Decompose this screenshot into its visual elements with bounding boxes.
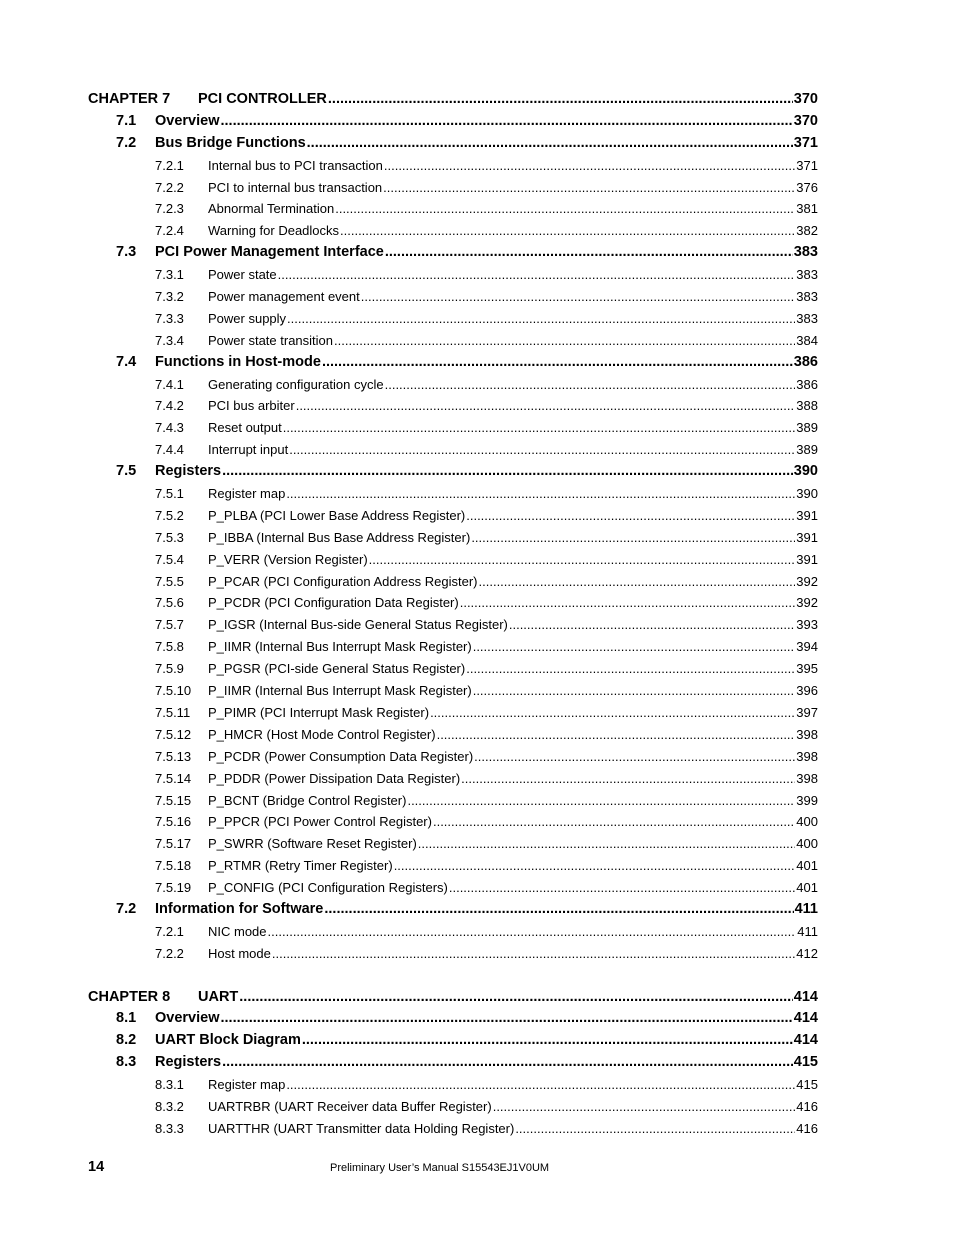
entry-page-number: 398	[796, 726, 818, 742]
entry-page-number: 414	[793, 1032, 818, 1049]
toc-subsection-entry[interactable]	[88, 680, 818, 702]
toc-section-entry[interactable]	[88, 1008, 818, 1030]
dot-leader	[384, 155, 795, 177]
dot-leader	[221, 111, 793, 133]
toc-section-entry[interactable]	[88, 111, 818, 133]
entry-page-number: 394	[796, 639, 818, 655]
dot-leader	[433, 811, 795, 833]
entry-title: PCI to internal bus transaction	[208, 179, 383, 195]
dot-leader	[383, 177, 795, 199]
entry-title: P_PIMR (PCI Interrupt Mask Register)	[208, 704, 430, 720]
entry-number: 8.3.2	[155, 1098, 184, 1114]
entry-number: 7.4.4	[155, 442, 184, 458]
entry-page-number: 384	[796, 332, 818, 348]
entry-title: Functions in Host-mode	[155, 353, 321, 370]
entry-page-number: 415	[796, 1077, 818, 1093]
entry-page-number: 383	[796, 310, 818, 326]
entry-page-number: 386	[793, 353, 818, 370]
toc-subsection-entry[interactable]	[88, 724, 818, 746]
toc-subsection-entry[interactable]	[88, 658, 818, 680]
entry-page-number: 401	[796, 858, 818, 874]
dot-leader	[493, 1096, 796, 1118]
entry-title: P_PPCR (PCI Power Control Register)	[208, 814, 432, 830]
entry-title: Overview	[155, 112, 220, 129]
entry-title: Warning for Deadlocks	[208, 223, 340, 239]
entry-number: 7.1	[116, 112, 137, 129]
entry-page-number: 415	[793, 1054, 818, 1071]
entry-number: 8.2	[116, 1032, 137, 1049]
entry-number: 7.5.5	[155, 573, 184, 589]
entry-number: 7.2.1	[155, 157, 184, 173]
dot-leader	[466, 505, 795, 527]
entry-title: Power state transition	[208, 332, 334, 348]
entry-number: 7.5.8	[155, 639, 184, 655]
entry-page-number: 370	[793, 91, 818, 107]
toc-section-entry[interactable]	[88, 242, 818, 264]
page-number: 14	[88, 1159, 105, 1175]
entry-page-number: 383	[796, 289, 818, 305]
entry-number: 7.4	[116, 353, 137, 370]
dot-leader	[239, 987, 793, 1009]
toc-subsection-entry[interactable]	[88, 155, 818, 177]
entry-page-number: 396	[796, 683, 818, 699]
entry-page-number: 414	[793, 1010, 818, 1027]
entry-number: 7.2	[116, 134, 137, 151]
toc-subsection-entry[interactable]	[88, 198, 818, 220]
toc-chapter-entry[interactable]	[88, 987, 818, 1009]
toc-chapter-entry[interactable]	[88, 89, 818, 111]
entry-page-number: 389	[796, 442, 818, 458]
entry-number: 7.5.6	[155, 595, 184, 611]
entry-title: P_IBBA (Internal Bus Base Address Register)	[208, 529, 471, 545]
entry-page-number: 414	[793, 988, 818, 1005]
toc-subsection-entry[interactable]	[88, 790, 818, 812]
entry-page-number: 400	[796, 814, 818, 830]
dot-leader	[361, 286, 796, 308]
entry-title: PCI Power Management Interface	[155, 244, 384, 261]
dot-leader	[461, 768, 795, 790]
dot-leader	[394, 855, 796, 877]
chapter-spacer	[88, 965, 818, 987]
entry-title: Host mode	[208, 945, 271, 961]
toc-subsection-entry[interactable]	[88, 549, 818, 571]
table-of-contents	[88, 89, 818, 1140]
toc-subsection-entry[interactable]	[88, 571, 818, 593]
dot-leader	[407, 790, 795, 812]
entry-number: 7.5.14	[155, 770, 192, 786]
entry-title: P_SWRR (Software Reset Register)	[208, 836, 417, 852]
entry-page-number: 397	[796, 704, 818, 720]
toc-subsection-entry[interactable]	[88, 943, 818, 965]
dot-leader	[515, 1118, 795, 1140]
entry-title: Bus Bridge Functions	[155, 134, 306, 151]
dot-leader	[286, 483, 795, 505]
dot-leader	[272, 943, 795, 965]
toc-subsection-entry[interactable]	[88, 220, 818, 242]
entry-page-number: 388	[796, 398, 818, 414]
dot-leader	[369, 549, 796, 571]
toc-subsection-entry[interactable]	[88, 746, 818, 768]
entry-number: 7.3.1	[155, 267, 184, 283]
dot-leader	[437, 724, 796, 746]
dot-leader	[268, 921, 797, 943]
entry-title: P_PCDR (Power Consumption Data Register)	[208, 748, 474, 764]
entry-page-number: 391	[796, 551, 818, 567]
dot-leader	[385, 374, 796, 396]
toc-subsection-entry[interactable]	[88, 614, 818, 636]
dot-leader	[278, 264, 796, 286]
dot-leader	[471, 527, 795, 549]
toc-subsection-entry[interactable]	[88, 1096, 818, 1118]
toc-subsection-entry[interactable]	[88, 921, 818, 943]
entry-title: Registers	[155, 1054, 222, 1071]
dot-leader	[283, 417, 796, 439]
entry-title: Abnormal Termination	[208, 201, 335, 217]
entry-page-number: 412	[796, 945, 818, 961]
dot-leader	[479, 571, 796, 593]
entry-page-number: 386	[796, 376, 818, 392]
entry-title: Reset output	[208, 420, 282, 436]
toc-section-entry[interactable]	[88, 1030, 818, 1052]
entry-page-number: 383	[793, 244, 818, 261]
dot-leader	[222, 461, 793, 483]
entry-page-number: 400	[796, 836, 818, 852]
entry-page-number: 393	[796, 617, 818, 633]
entry-page-number: 383	[796, 267, 818, 283]
entry-page-number: 390	[796, 486, 818, 502]
entry-title: P_HMCR (Host Mode Control Register)	[208, 726, 436, 742]
entry-title: Registers	[155, 463, 222, 480]
entry-title: P_IIMR (Internal Bus Interrupt Mask Register)	[208, 683, 472, 699]
entry-number: 7.5.11	[155, 704, 191, 720]
dot-leader	[221, 1008, 793, 1030]
entry-title: UART Block Diagram	[155, 1032, 301, 1049]
toc-subsection-entry[interactable]	[88, 308, 818, 330]
dot-leader	[324, 899, 793, 921]
entry-page-number: 411	[794, 900, 818, 917]
entry-number: 8.1	[116, 1010, 137, 1027]
toc-section-entry[interactable]	[88, 352, 818, 374]
dot-leader	[296, 395, 796, 417]
entry-number: 7.5	[116, 463, 137, 480]
entry-page-number: 371	[796, 157, 818, 173]
entry-page-number: 381	[796, 201, 818, 217]
entry-page-number: 399	[796, 792, 818, 808]
toc-subsection-entry[interactable]	[88, 177, 818, 199]
dot-leader	[335, 198, 795, 220]
dot-leader	[466, 658, 795, 680]
entry-page-number: 416	[796, 1098, 818, 1114]
dot-leader	[328, 89, 793, 111]
entry-number: 8.3	[116, 1054, 137, 1071]
dot-leader	[286, 1074, 795, 1096]
footer-document-title: Preliminary User’s Manual S15543EJ1V0UM	[330, 1162, 550, 1174]
dot-leader	[385, 242, 793, 264]
entry-title: Overview	[155, 1010, 220, 1027]
entry-title: P_RTMR (Retry Timer Register)	[208, 858, 393, 874]
toc-section-entry[interactable]	[88, 899, 818, 921]
entry-page-number: 391	[796, 529, 818, 545]
entry-number: 7.5.15	[155, 792, 192, 808]
entry-number: 7.3.2	[155, 289, 184, 305]
entry-number: 7.4.3	[155, 420, 184, 436]
entry-number: 7.5.16	[155, 814, 192, 830]
toc-subsection-entry[interactable]	[88, 505, 818, 527]
entry-page-number: 392	[796, 573, 818, 589]
entry-number: 7.5.19	[155, 880, 192, 896]
entry-number: 7.5.13	[155, 748, 192, 764]
entry-number: 7.2.2	[155, 945, 184, 961]
entry-number: 7.3	[116, 244, 137, 261]
entry-number: 7.2	[116, 900, 137, 917]
entry-number: 7.5.18	[155, 858, 192, 874]
entry-page-number: 391	[796, 507, 818, 523]
toc-subsection-entry[interactable]	[88, 1074, 818, 1096]
toc-subsection-entry[interactable]	[88, 483, 818, 505]
entry-number: 7.2.3	[155, 201, 184, 217]
entry-title: P_VERR (Version Register)	[208, 551, 368, 567]
entry-title: P_PGSR (PCI-side General Status Register)	[208, 661, 466, 677]
entry-title: P_PLBA (PCI Lower Base Address Register)	[208, 507, 466, 523]
dot-leader	[302, 1030, 793, 1052]
dot-leader	[509, 614, 795, 636]
entry-title: Information for Software	[155, 900, 324, 917]
entry-title: Register map	[208, 486, 286, 502]
entry-number: 7.4.1	[155, 376, 184, 392]
toc-subsection-entry[interactable]	[88, 286, 818, 308]
entry-number: 7.4.2	[155, 398, 184, 414]
entry-title: P_BCNT (Bridge Control Register)	[208, 792, 407, 808]
entry-title: Register map	[208, 1077, 286, 1093]
entry-number: 7.2.2	[155, 179, 184, 195]
toc-section-entry[interactable]	[88, 1052, 818, 1074]
dot-leader	[473, 636, 796, 658]
entry-number: 7.5.9	[155, 661, 184, 677]
toc-subsection-entry[interactable]	[88, 768, 818, 790]
entry-page-number: 398	[796, 748, 818, 764]
toc-section-entry[interactable]	[88, 461, 818, 483]
entry-title: Interrupt input	[208, 442, 289, 458]
entry-number: 7.5.12	[155, 726, 192, 742]
entry-title: Internal bus to PCI transaction	[208, 157, 383, 173]
dot-leader	[289, 439, 795, 461]
entry-title: UARTTHR (UART Transmitter data Holding Register)	[208, 1120, 515, 1136]
toc-subsection-entry[interactable]	[88, 439, 818, 461]
entry-number: 7.5.3	[155, 529, 184, 545]
toc-subsection-entry[interactable]	[88, 855, 818, 877]
toc-subsection-entry[interactable]	[88, 833, 818, 855]
entry-number: 7.3.4	[155, 332, 184, 348]
entry-title: PCI bus arbiter	[208, 398, 295, 414]
entry-number: CHAPTER 7	[88, 91, 171, 107]
entry-title: P_PCAR (PCI Configuration Address Register)	[208, 573, 478, 589]
dot-leader	[430, 702, 795, 724]
entry-page-number: 376	[796, 179, 818, 195]
entry-number: 7.3.3	[155, 310, 184, 326]
toc-subsection-entry[interactable]	[88, 811, 818, 833]
entry-title: Power supply	[208, 310, 287, 326]
dot-leader	[287, 308, 795, 330]
toc-subsection-entry[interactable]	[88, 877, 818, 899]
entry-number: 8.3.1	[155, 1077, 184, 1093]
dot-leader	[474, 746, 795, 768]
toc-subsection-entry[interactable]	[88, 527, 818, 549]
dot-leader	[322, 352, 793, 374]
toc-subsection-entry[interactable]	[88, 702, 818, 724]
toc-subsection-entry[interactable]	[88, 1118, 818, 1140]
entry-number: CHAPTER 8	[88, 988, 171, 1005]
dot-leader	[340, 220, 795, 242]
entry-title: Generating configuration cycle	[208, 376, 384, 392]
dot-leader	[449, 877, 795, 899]
entry-number: 7.2.4	[155, 223, 184, 239]
entry-page-number: 389	[796, 420, 818, 436]
entry-page-number: 371	[793, 134, 818, 151]
entry-number: 7.2.1	[155, 923, 184, 939]
entry-number: 8.3.3	[155, 1120, 184, 1136]
entry-page-number: 401	[796, 880, 818, 896]
entry-title: P_PCDR (PCI Configuration Data Register)	[208, 595, 459, 611]
entry-title: P_IIMR (Internal Bus Interrupt Mask Register)	[208, 639, 472, 655]
dot-leader	[473, 680, 796, 702]
entry-page-number: 392	[796, 595, 818, 611]
toc-subsection-entry[interactable]	[88, 374, 818, 396]
entry-title: NIC mode	[208, 923, 267, 939]
page-footer	[88, 1159, 818, 1179]
dot-leader	[334, 330, 795, 352]
toc-subsection-entry[interactable]	[88, 592, 818, 614]
dot-leader	[307, 133, 793, 155]
dot-leader	[460, 592, 796, 614]
dot-leader	[418, 833, 796, 855]
entry-page-number: 416	[796, 1120, 818, 1136]
entry-number: 7.5.1	[155, 486, 184, 502]
entry-page-number: 398	[796, 770, 818, 786]
entry-number: 7.5.7	[155, 617, 184, 633]
entry-title: UART	[198, 988, 239, 1005]
dot-leader	[222, 1052, 793, 1074]
toc-subsection-entry[interactable]	[88, 417, 818, 439]
entry-title: P_IGSR (Internal Bus-side General Status Register)	[208, 617, 508, 633]
entry-title: PCI CONTROLLER	[198, 91, 327, 107]
entry-title: P_CONFIG (PCI Configuration Registers)	[208, 880, 448, 896]
entry-number: 7.5.10	[155, 683, 192, 699]
toc-subsection-entry[interactable]	[88, 264, 818, 286]
entry-title: Power management event	[208, 289, 360, 305]
entry-title: Power state	[208, 267, 277, 283]
entry-page-number: 382	[796, 223, 818, 239]
toc-subsection-entry[interactable]	[88, 636, 818, 658]
entry-title: P_PDDR (Power Dissipation Data Register)	[208, 770, 461, 786]
entry-page-number: 370	[793, 112, 818, 129]
toc-section-entry[interactable]	[88, 133, 818, 155]
toc-subsection-entry[interactable]	[88, 395, 818, 417]
entry-number: 7.5.17	[155, 836, 192, 852]
entry-page-number: 390	[793, 463, 818, 480]
entry-number: 7.5.4	[155, 551, 184, 567]
entry-page-number: 411	[797, 923, 818, 939]
toc-subsection-entry[interactable]	[88, 330, 818, 352]
entry-title: UARTRBR (UART Receiver data Buffer Register)	[208, 1098, 492, 1114]
entry-page-number: 395	[796, 661, 818, 677]
entry-number: 7.5.2	[155, 507, 184, 523]
